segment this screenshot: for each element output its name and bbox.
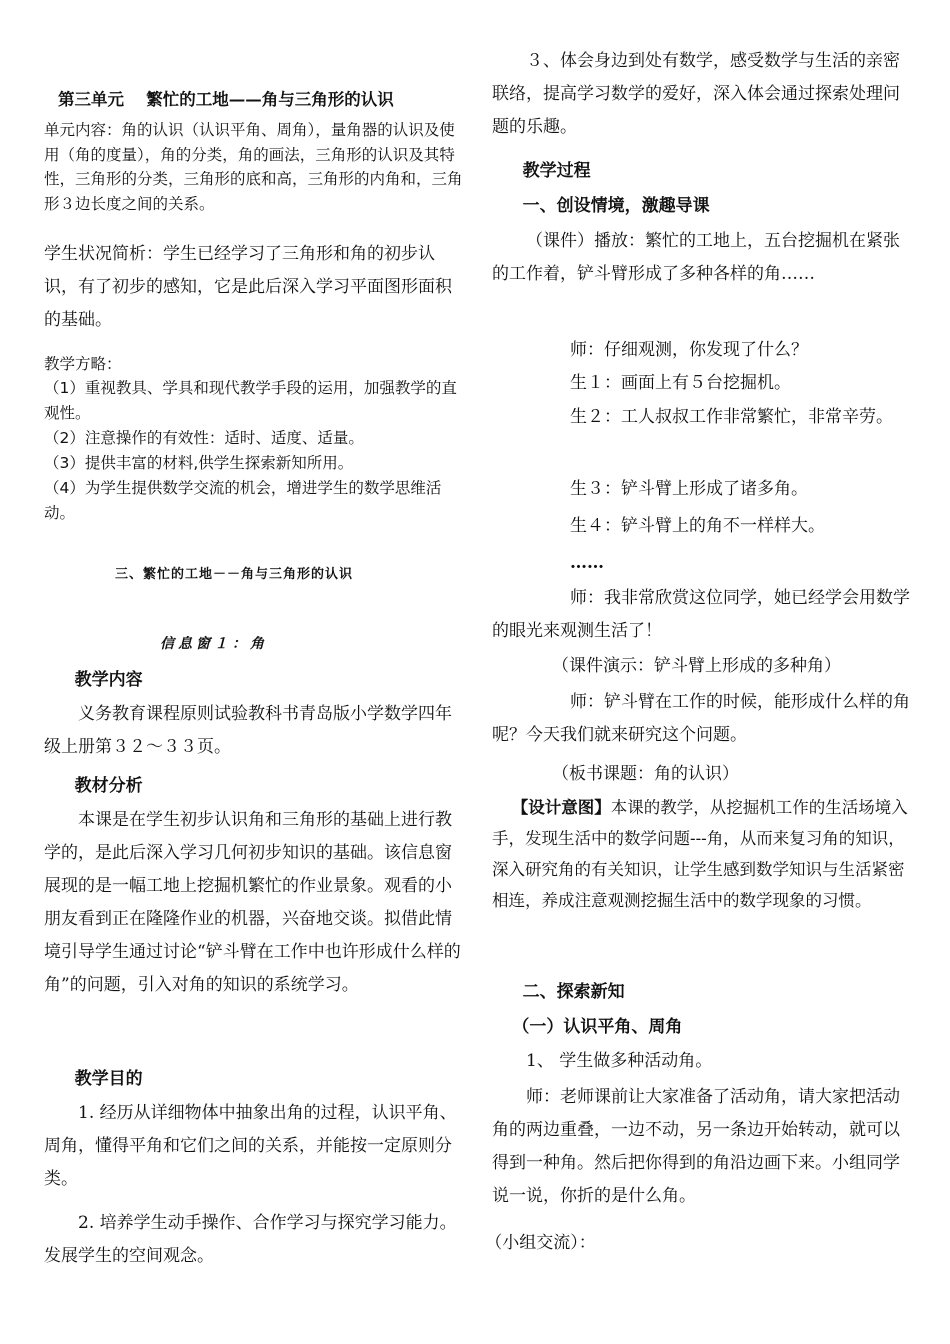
sub1-heading: （一）认识平角、周角 xyxy=(512,1017,683,1037)
design-intent xyxy=(492,792,914,916)
goal-1: 1. 经历从详细物体中抽象出角的过程，认识平角、周角，懂得平角和它们之间的关系，并能按一定原则分类。 xyxy=(44,1103,457,1189)
teacher-question-2: 师：铲斗臂在工作的时候，能形成什么样的角呢？今天我们就来研究这个问题。 xyxy=(492,692,910,745)
step2-heading: 二、探索新知 xyxy=(522,982,625,1002)
strategy-title: 教学方略： xyxy=(44,355,122,373)
strategy-4: （4）为学生提供数学交流的机会，增进学生的数学思维活动。 xyxy=(44,479,442,522)
teacher-instruction: 师：老师课前让大家准备了活动角，请大家把活动角的两边重叠，一边不动，另一条边开始转动，就可以得到一种角。然后把你得到的角沿边画下来。小组同学说一说，你折的是什么角。 xyxy=(492,1087,900,1206)
student-analysis: 学生状况简析：学生已经学习了三角形和角的初步认识，有了初步的感知，它是此后深入学习平面图形面积的基础。 xyxy=(44,244,452,330)
goals-heading: 教学目的 xyxy=(74,1069,143,1089)
board-title: （板书课题：角的认识） xyxy=(552,764,739,784)
student-answer-2: 生２：工人叔叔工作非常繁忙，非常辛劳。 xyxy=(570,407,893,427)
group-talk: （小组交流）： xyxy=(485,1233,596,1253)
analysis-text: 本课是在学生初步认识角和三角形的基础上进行教学的，是此后深入学习几何初步知识的基础。该信息窗展现的是一幅工地上挖掘机繁忙的作业景象。观看的小朋友看到正在隆隆作业的机器，兴奋地交谈。拟借此情境引导学生通过讨论“铲斗臂在工作中也许形成什么样的角”的问题，引入对角的知识的系统学习。 xyxy=(44,810,461,995)
goal-3: ３、体会身边到处有数学，感受数学与生活的亲密联络，提高学习数学的爱好，深入体会通过探索处理问题的乐趣。 xyxy=(492,51,900,137)
teacher-praise: 师：我非常欣赏这位同学，她已经学会用数学的眼光来观测生活了！ xyxy=(492,588,910,641)
content-heading: 教学内容 xyxy=(74,670,143,690)
strategy-1: （1）重视教具、学具和现代教学手段的运用，加强教学的直观性。 xyxy=(44,379,457,422)
student-answer-1: 生１：画面上有５台挖掘机。 xyxy=(570,373,791,393)
unit-title: 第三单元 繁忙的工地——角与三角形的认识 xyxy=(58,90,394,109)
student-answer-4: 生４：铲斗臂上的角不一样样大。 xyxy=(570,516,825,536)
analysis-heading: 教材分析 xyxy=(74,776,143,796)
process-heading: 教学过程 xyxy=(522,161,591,181)
courseware-demo: （课件演示：铲斗臂上形成的多种角） xyxy=(552,656,841,676)
design-intent-label: 【设计意图】 xyxy=(511,798,611,817)
unit-content: 单元内容：角的认识（认识平角、周角），量角器的认识及使用（角的度量），角的分类，角的画法，三角形的认识及其特性，三角形的分类，三角形的底和高，三角形的内角和，三角形３边长度之间的关系。 xyxy=(44,121,463,213)
activity-1: 1、 学生做多种活动角。 xyxy=(526,1051,713,1071)
design-intent-text: 本课的教学，从挖掘机工作的生活场境入手，发现生活中的数学问题---角，从而来复习角的知识，深入研究角的有关知识，让学生感到数学知识与生活紧密相连，养成注意观测挖掘生活中的数学现象的习惯。 xyxy=(492,798,908,910)
ellipsis: …… xyxy=(570,553,604,573)
strategy-2: （2）注意操作的有效性：适时、适度、适量。 xyxy=(44,429,364,447)
step1-heading: 一、创设情境，激趣导课 xyxy=(522,196,710,216)
courseware-text: （课件）播放：繁忙的工地上，五台挖掘机在紧张的工作着，铲斗臂形成了多种各样的角…… xyxy=(492,231,900,284)
student-answer-3: 生３：铲斗臂上形成了诸多角。 xyxy=(570,479,808,499)
teacher-question-1: 师：仔细观测，你发现了什么？ xyxy=(570,340,808,360)
strategy-3: （3）提供丰富的材料,供学生探索新知所用。 xyxy=(44,454,354,472)
section-title: 三、繁忙的工地－－角与三角形的认识 xyxy=(114,567,353,582)
info-window-title: 信息窗１：角 xyxy=(160,636,268,652)
goal-2: 2. 培养学生动手操作、合作学习与探究学习能力。发展学生的空间观念。 xyxy=(44,1213,457,1266)
content-text: 义务教育课程原则试验教科书青岛版小学数学四年级上册第３２～３３页。 xyxy=(44,704,452,757)
